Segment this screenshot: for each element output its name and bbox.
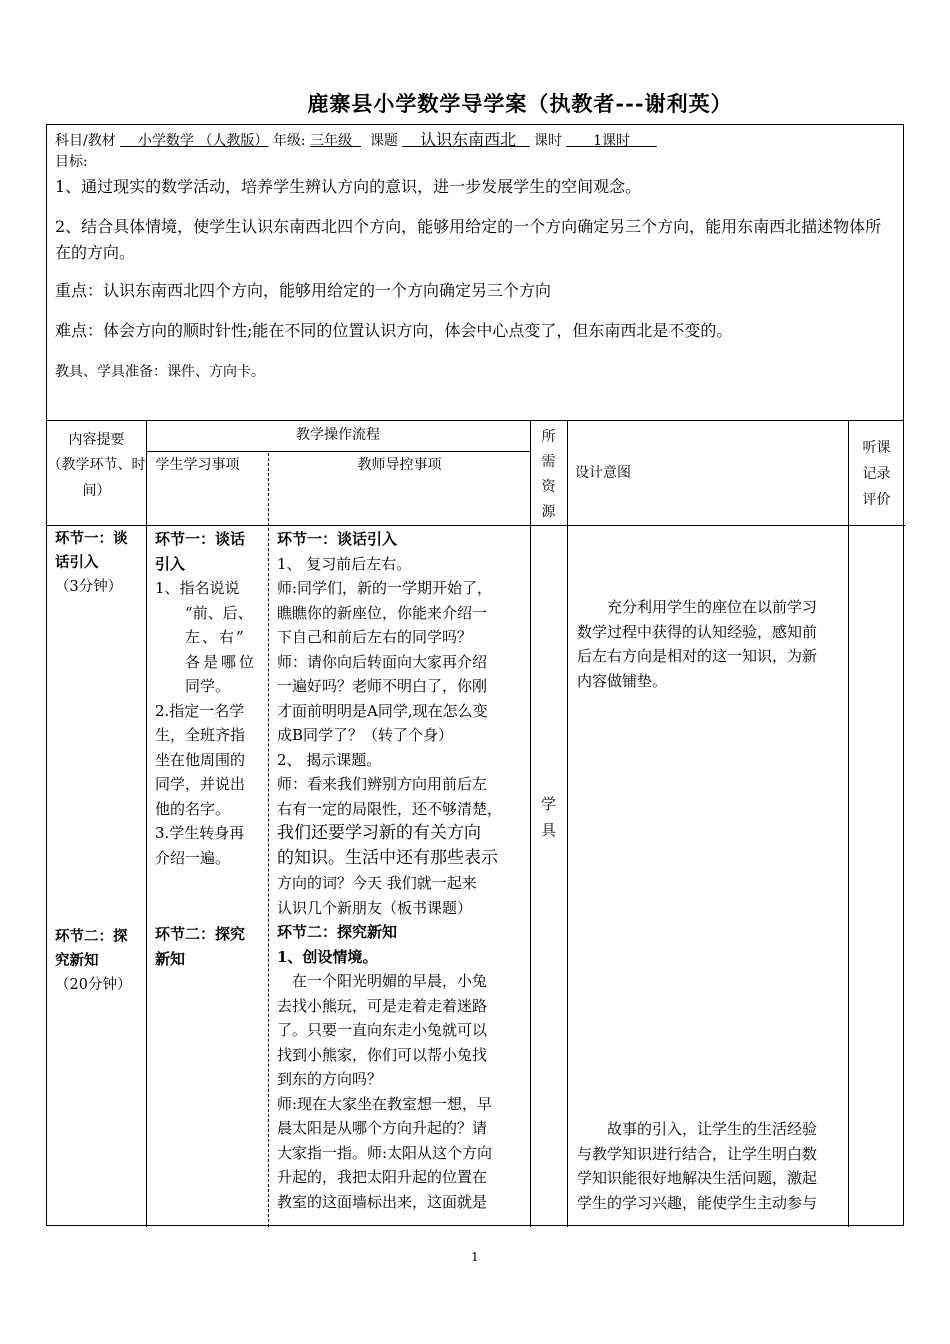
col-divider: [146, 421, 147, 1227]
content-header: 内容提要 （教学环节、时间）: [47, 432, 146, 499]
design-intent-1: 充分利用学生的座位在以前学习 数学过程中获得的认知经验，感知前 后左右方向是相对的这一知识，为新 内容做铺垫。: [577, 598, 818, 690]
design-header: 设计意图: [575, 465, 631, 481]
row-divider: [146, 451, 530, 452]
col-divider: [848, 421, 849, 1227]
period-label: 课时: [533, 133, 562, 149]
student-header: 学生学习事项: [155, 457, 240, 473]
notes-header: 听课 记录 评价: [862, 440, 891, 508]
resource-body: 学 具: [540, 795, 556, 839]
col-divider: [567, 421, 568, 1227]
difficulty: 难点：体会方向的顺时针性;能在不同的位置认识方向，体会中心点变了，但东南西北是不变的。: [55, 321, 733, 340]
key-point: 重点：认识东南西北四个方向，能够用给定的一个方向确定另三个方向: [55, 281, 552, 300]
section-2: 环节二：探 究新知 （20分钟）: [55, 928, 132, 993]
process-header: 教学操作流程: [296, 427, 380, 443]
lesson-plan-table: [46, 124, 904, 1226]
period-value: 1课时: [593, 133, 631, 149]
meta-line: [55, 129, 895, 152]
goal-1: 1、通过现实的数学活动，培养学生辨认方向的意识，进一步发展学生的空间观念。: [55, 177, 642, 196]
goal-2: 2、结合具体情境，使学生认识东南西北四个方向，能够用给定的一个方向确定另三个方向，能用东南西北描述物体所在的方向。: [55, 217, 882, 262]
resource-header: 所 需 资 源: [541, 429, 556, 520]
grade-value: 三年级: [310, 133, 353, 149]
teacher-items: 环节一：谈话引入 1、 复习前后左右。 师:同学们，新的一学期开始了， 瞧瞧你的新座位，你能来介绍一 下自己和前后左右的同学吗？ 师：请你向后转面向大家再介绍 一遍好吗？老师不明白了，你刚 才面前明明是A同学,现在怎么变 成B同学了？（转了个身） 2、 揭示课题。 师：看来我们辨别方向用前后左 右有一定的局限性，还不够清楚， 我们还要学习新的有关方向 的知识。生活中还有那些表示 方向的词？今天 我们就一起来 认识几个新朋友（板书课题） 环节二：探究新知 1、创设情境。 在一个阳光明媚的早晨，小兔 去找小熊玩，可是走着走着迷路 了。只要一直向东走小兔就可以 找到小熊家，你们可以帮小兔找 到东的方向吗？ 师:现在大家坐在教室想一想，早 晨太阳是从哪个方向升起的？请 大家指一指。师:太阳从这个方向 升起的，我把太阳升起的位置在 教室的这面墙标出来，这面就是: [277, 530, 503, 1211]
row-divider: [47, 525, 905, 526]
student-items: 环节一：谈话 引入 1、指名说说 “前、后、 左、右” 各是哪位 同学。 2.指定一名学 生，全班齐指 坐在他周围的 同学，并说出 他的名字。 3.学生转身再 介绍一遍。 环节二：探究 新知: [155, 530, 258, 968]
design-intent-2: 故事的引入，让学生的生活经验 与教学知识进行结合，让学生明白数 学知识能很好地解决生活问题，激起 学生的学习兴趣，能使学生主动参与: [577, 1120, 818, 1212]
tools: 教具、学具准备：课件、方向卡。: [55, 364, 265, 380]
grade-label: 年级:: [272, 133, 306, 149]
page-number: 1: [471, 1250, 479, 1264]
teacher-header: 教师导控事项: [357, 457, 442, 473]
section-1: 环节一：谈 话引入 （3分钟）: [55, 530, 128, 595]
subject-label: 科目/教材: [55, 133, 116, 149]
page-title: 鹿寨县小学数学导学案（执教者---谢利英）: [307, 91, 733, 116]
col-divider-dashed: [268, 453, 269, 1227]
topic-label: 课题: [369, 133, 398, 149]
goals-label: 目标:: [55, 154, 88, 170]
topic-value: 认识东南西北: [420, 130, 517, 149]
subject-value: 小学数学 （人教版）: [137, 133, 269, 149]
header-block: [47, 125, 903, 421]
